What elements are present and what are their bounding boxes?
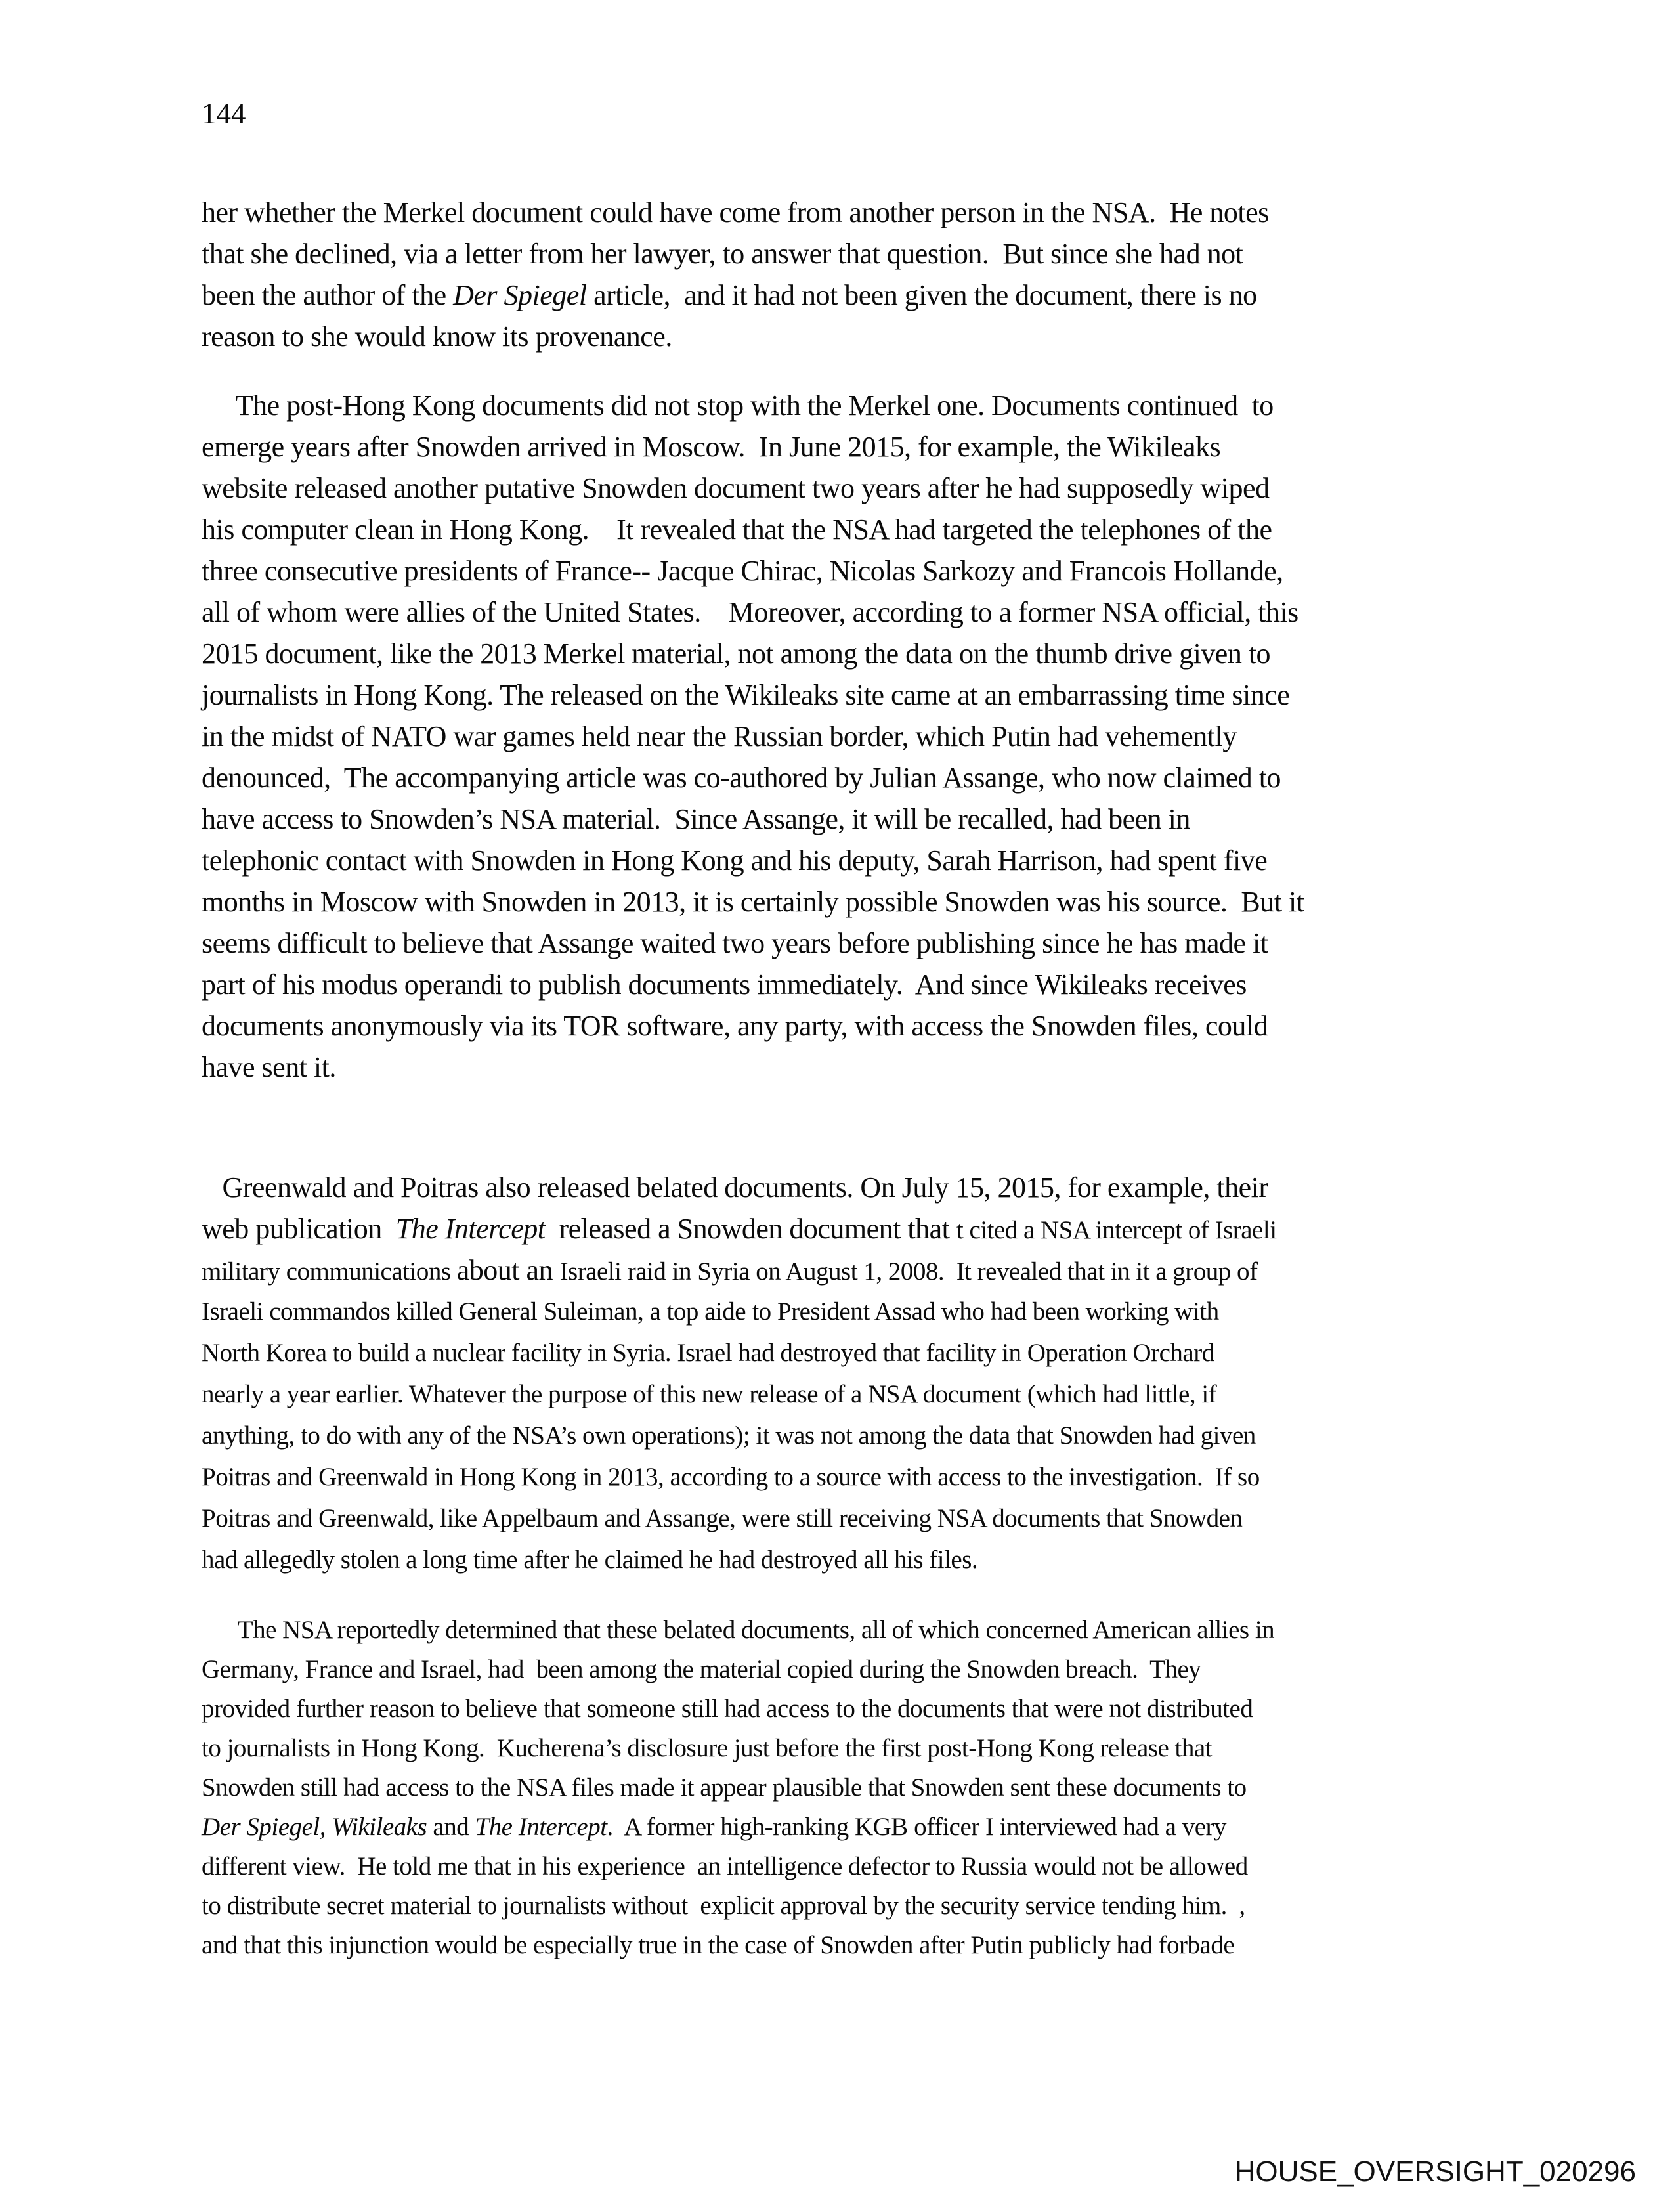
text-segment: her whether the Merkel document could have come from another person in the NSA. He notes — [202, 196, 1269, 228]
text-line — [202, 1611, 1608, 1650]
text-segment: emerge years after Snowden arrived in Moscow. In June 2015, for example, the Wikileaks — [202, 431, 1221, 463]
text-segment: his computer clean in Hong Kong. It revealed that the NSA had targeted the telephones of the — [202, 513, 1272, 546]
text-content — [202, 192, 1608, 1965]
text-line — [202, 192, 1608, 233]
text-segment: and — [427, 1813, 475, 1841]
text-segment: seems difficult to believe that Assange waited two years before publishing since he has made it — [202, 927, 1268, 959]
text-segment: t cited a NSA intercept of Israeli — [956, 1216, 1277, 1244]
text-segment: The Intercept — [475, 1813, 607, 1841]
text-segment: documents anonymously via its TOR software, any party, with access the Snowden files, could — [202, 1010, 1268, 1042]
text-segment: had allegedly stolen a long time after he claimed he had destroyed all his files. — [202, 1546, 978, 1574]
text-segment: been the author of the — [202, 279, 454, 311]
text-line — [202, 840, 1608, 881]
text-segment: . A former high-ranking KGB officer I interviewed had a very — [607, 1813, 1227, 1841]
text-segment: to distribute secret material to journalists without explicit approval by the security service tending him. , — [202, 1892, 1245, 1920]
text-line — [202, 1208, 1608, 1249]
text-segment: Poitras and Greenwald, like Appelbaum and Assange, were still receiving NSA documents that Snowden — [202, 1504, 1243, 1532]
text-line — [202, 716, 1608, 757]
text-line — [202, 1729, 1608, 1768]
text-segment: Der Spiegel, Wikileaks — [202, 1813, 427, 1841]
text-segment: Israeli raid in Syria on August 1, 2008. It revealed that in it a group of — [559, 1257, 1258, 1286]
text-segment: The NSA reportedly determined that these belated documents, all of which concerned American allies in — [202, 1616, 1275, 1644]
text-segment: Greenwald and Poitras also released belated documents. On July 15, 2015, for example, their — [202, 1171, 1268, 1204]
paragraph — [202, 192, 1608, 357]
text-line — [202, 1415, 1608, 1456]
text-line — [202, 1374, 1608, 1415]
bates-stamp: HOUSE_OVERSIGHT_020296 — [1234, 2156, 1636, 2188]
text-segment: to journalists in Hong Kong. Kucherena’s disclosure just before the first post-Hong Kong release that — [202, 1734, 1212, 1762]
text-line — [202, 233, 1608, 274]
text-segment: The post-Hong Kong documents did not stop with the Merkel one. Documents continued to — [202, 389, 1274, 422]
text-line — [202, 1539, 1608, 1580]
text-segment: three consecutive presidents of France-- Jacque Chirac, Nicolas Sarkozy and Francois Hollande, — [202, 555, 1283, 587]
paragraph — [202, 385, 1608, 1088]
text-segment: nearly a year earlier. Whatever the purpose of this new release of a NSA document (which had little, if — [202, 1380, 1217, 1408]
text-line — [202, 316, 1608, 357]
text-segment: different view. He told me that in his experience an intelligence defector to Russia would not be allowed — [202, 1852, 1248, 1880]
text-line — [202, 1498, 1608, 1539]
text-line — [202, 674, 1608, 716]
text-line — [202, 1847, 1608, 1886]
text-line — [202, 1926, 1608, 1965]
text-segment: that she declined, via a letter from her lawyer, to answer that question. But since she had not — [202, 238, 1243, 270]
text-line — [202, 1886, 1608, 1926]
text-segment: 2015 document, like the 2013 Merkel material, not among the data on the thumb drive given to — [202, 638, 1271, 670]
text-segment: Israeli commandos killed General Suleiman, a top aide to President Assad who had been working with — [202, 1297, 1219, 1326]
text-segment: telephonic contact with Snowden in Hong Kong and his deputy, Sarah Harrison, had spent five — [202, 844, 1268, 877]
page-number: 144 — [202, 97, 246, 130]
text-segment: military communications — [202, 1257, 457, 1286]
text-segment: Snowden still had access to the NSA files made it appear plausible that Snowden sent these documents to — [202, 1773, 1247, 1802]
text-segment: journalists in Hong Kong. The released on the Wikileaks site came at an embarrassing time since — [202, 679, 1290, 711]
text-segment: reason to she would know its provenance. — [202, 320, 672, 353]
text-segment: months in Moscow with Snowden in 2013, it is certainly possible Snowden was his source. But it — [202, 886, 1304, 918]
text-line — [202, 798, 1608, 840]
text-line — [202, 1047, 1608, 1088]
text-line — [202, 881, 1608, 922]
paragraph — [202, 1611, 1608, 1965]
text-segment: Poitras and Greenwald in Hong Kong in 2013, according to a source with access to the investigation. If so — [202, 1463, 1260, 1491]
text-line — [202, 274, 1608, 316]
text-line — [202, 1768, 1608, 1808]
text-segment: in the midst of NATO war games held near the Russian border, which Putin had vehemently — [202, 720, 1237, 752]
text-line — [202, 1167, 1608, 1208]
text-line — [202, 633, 1608, 674]
text-segment: have sent it. — [202, 1051, 336, 1083]
text-segment: article, and it had not been given the document, there is no — [586, 279, 1257, 311]
text-segment: all of whom were allies of the United States. Moreover, according to a former NSA official, this — [202, 596, 1298, 628]
text-segment: provided further reason to believe that someone still had access to the documents that were not distributed — [202, 1695, 1253, 1723]
text-line — [202, 1291, 1608, 1332]
text-line — [202, 1005, 1608, 1047]
text-line — [202, 1808, 1608, 1847]
text-segment: website released another putative Snowden document two years after he had supposedly wiped — [202, 472, 1270, 504]
text-line — [202, 922, 1608, 964]
text-segment: about an — [456, 1254, 560, 1286]
text-segment: and that this injunction would be especially true in the case of Snowden after Putin publicly had forbade — [202, 1931, 1235, 1959]
text-segment: Germany, France and Israel, had been among the material copied during the Snowden breach. They — [202, 1655, 1201, 1683]
text-line — [202, 426, 1608, 467]
text-line — [202, 1689, 1608, 1729]
text-segment: released a Snowden document that — [545, 1213, 956, 1245]
text-line — [202, 467, 1608, 509]
text-segment: North Korea to build a nuclear facility in Syria. Israel had destroyed that facility in Operation Orchard — [202, 1339, 1214, 1367]
text-segment: web publication — [202, 1213, 396, 1245]
text-segment: Der Spiegel — [453, 279, 587, 311]
text-line — [202, 592, 1608, 633]
text-segment: The Intercept — [395, 1213, 546, 1245]
text-segment: anything, to do with any of the NSA’s own operations); it was not among the data that Snowden had given — [202, 1421, 1256, 1450]
text-line — [202, 1332, 1608, 1374]
paragraph — [202, 1167, 1608, 1580]
text-segment: part of his modus operandi to publish documents immediately. And since Wikileaks receives — [202, 968, 1247, 1001]
text-line — [202, 550, 1608, 592]
text-line — [202, 757, 1608, 798]
text-line — [202, 385, 1608, 426]
text-segment: denounced, The accompanying article was co-authored by Julian Assange, who now claimed to — [202, 762, 1281, 794]
text-line — [202, 1456, 1608, 1498]
text-segment: have access to Snowden’s NSA material. Since Assange, it will be recalled, had been in — [202, 803, 1190, 835]
text-line — [202, 1650, 1608, 1689]
text-line — [202, 509, 1608, 550]
text-line — [202, 1249, 1608, 1291]
text-line — [202, 964, 1608, 1005]
